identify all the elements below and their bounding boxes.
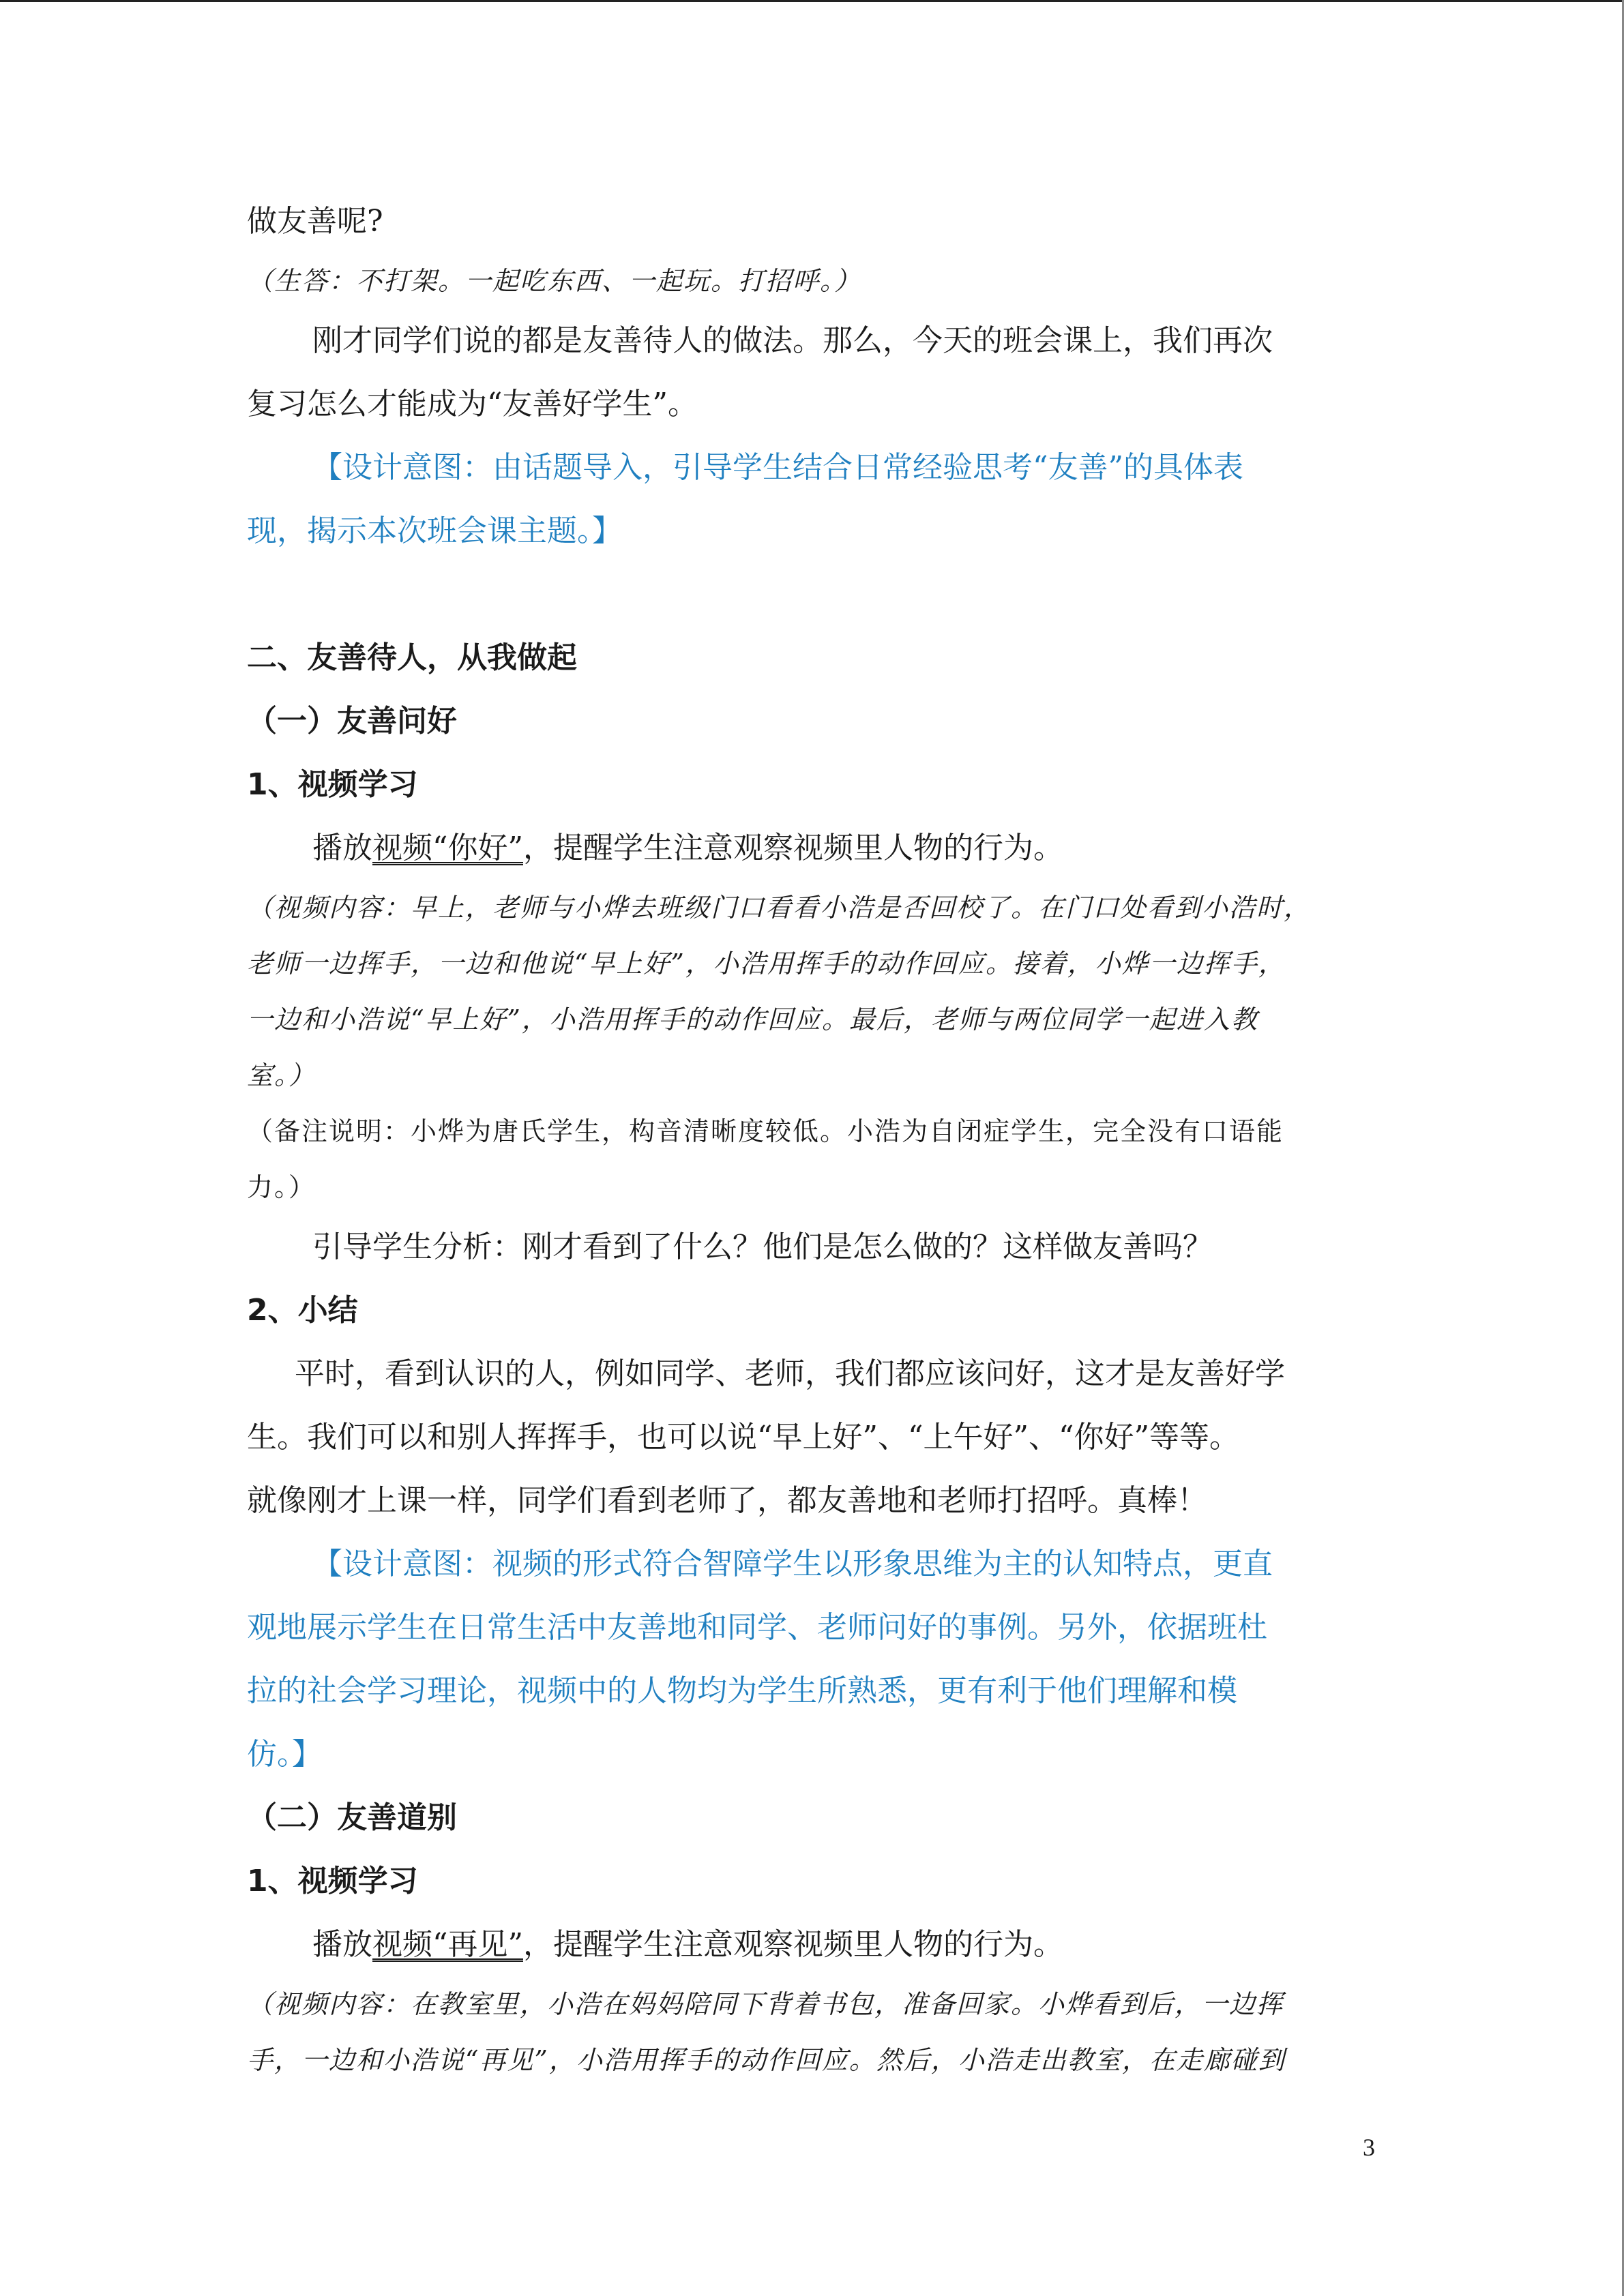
body-paragraph [247, 1913, 1379, 1976]
video-content: （视频内容：在教室里，小浩在妈妈陪同下背着书包，准备回家。小烨看到后，一边挥 [247, 1989, 1284, 2019]
remark-note: 力。） [247, 1172, 316, 1202]
text: ，提醒学生注意观察视频里人物的行为。 [523, 1927, 1063, 1962]
section-heading: 二、友善待人，从我做起 [247, 640, 577, 675]
body-paragraph: 平时，看到认识的人，例如同学、老师，我们都应该问好，这才是友善好学 [295, 1356, 1285, 1391]
video-content: 一边和小浩说“早上好”，小浩用挥手的动作回应。最后，老师与两位同学一起进入教 [247, 1004, 1258, 1034]
spacer [247, 563, 1379, 626]
video-link-hello[interactable]: 视频“你好” [372, 831, 523, 865]
design-intent: 现，揭示本次班会课主题。】 [247, 513, 622, 548]
remark-note: （备注说明：小烨为唐氏学生，构音清晰度较低。小浩为自闭症学生，完全没有口语能 [247, 1116, 1284, 1146]
step-heading: 2、小结 [247, 1293, 358, 1328]
video-content: 手，一边和小浩说“再见”，小浩用挥手的动作回应。然后，小浩走出教室，在走廊碰到 [247, 2045, 1286, 2075]
video-content: 老师一边挥手，一边和他说“早上好”，小浩用挥手的动作回应。接着，小烨一边挥手， [247, 949, 1286, 979]
page-number: 3 [1363, 2134, 1375, 2161]
subsection-heading: （一）友善问好 [247, 704, 457, 739]
design-intent: 【设计意图：视频的形式符合智障学生以形象思维为主的认知特点，更直 [312, 1547, 1273, 1581]
body-paragraph: 生。我们可以和别人挥挥手，也可以说“早上好”、“上午好”、“你好”等等。 [247, 1420, 1239, 1455]
video-content: 室。） [247, 1060, 316, 1090]
step-heading: 1、视频学习 [247, 1864, 418, 1898]
body-paragraph: 引导学生分析：刚才看到了什么？他们是怎么做的？这样做友善吗？ [312, 1229, 1213, 1264]
design-intent: 【设计意图：由话题导入，引导学生结合日常经验思考“友善”的具体表 [312, 450, 1243, 485]
video-link-goodbye[interactable]: 视频“再见” [372, 1927, 523, 1962]
document-page [247, 190, 1379, 2088]
step-heading: 1、视频学习 [247, 767, 418, 802]
body-paragraph: 就像刚才上课一样，同学们看到老师了，都友善地和老师打招呼。真棒！ [247, 1483, 1207, 1518]
text: ，提醒学生注意观察视频里人物的行为。 [523, 831, 1063, 865]
student-answer: （生答：不打架。一起吃东西、一起玩。打招呼。） [247, 266, 862, 296]
page-top-border [0, 0, 1624, 2]
body-paragraph: 复习怎么才能成为“友善好学生”。 [247, 387, 698, 421]
body-paragraph: 刚才同学们说的都是友善待人的做法。那么，今天的班会课上，我们再次 [312, 323, 1273, 358]
body-paragraph: 做友善呢? [247, 204, 383, 239]
text: 播放 [312, 1927, 372, 1962]
subsection-heading: （二）友善道别 [247, 1800, 457, 1835]
design-intent: 拉的社会学习理论，视频中的人物均为学生所熟悉，更有利于他们理解和模 [247, 1673, 1237, 1708]
design-intent: 仿。】 [247, 1737, 322, 1772]
design-intent: 观地展示学生在日常生活中友善地和同学、老师问好的事例。另外，依据班杜 [247, 1610, 1267, 1645]
text: 播放 [312, 831, 372, 865]
video-content: （视频内容：早上，老师与小烨去班级门口看看小浩是否回校了。在门口处看到小浩时， [247, 893, 1312, 923]
body-paragraph [247, 816, 1379, 880]
